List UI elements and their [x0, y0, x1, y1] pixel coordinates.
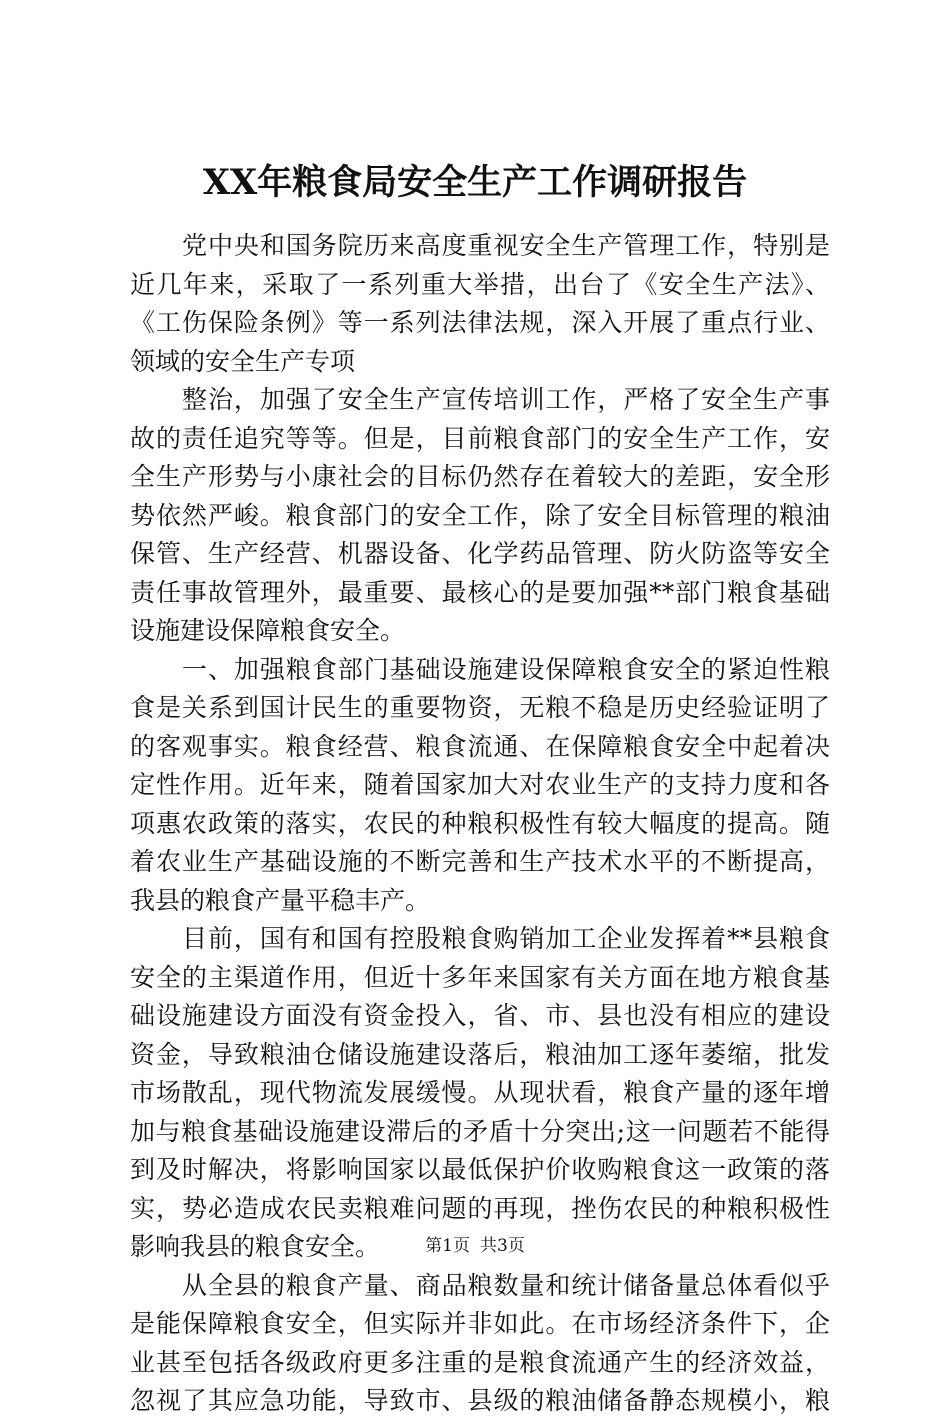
text-line: 影响我县的粮食安全。	[130, 1232, 381, 1261]
page-footer	[0, 1234, 950, 1258]
text-line: 设施建设保障粮食安全。	[130, 616, 406, 645]
text-line: 全生产形势与小康社会的目标仍然存在着较大的差距，安全形	[130, 462, 830, 491]
text-line: 《工伤保险条例》等一系列法律法规，深入开展了重点行业、	[130, 308, 830, 337]
text-line: 安全的主渠道作用，但近十多年来国家有关方面在地方粮食基	[130, 962, 830, 992]
page-total: 共3页	[480, 1236, 525, 1256]
text-line: 是能保障粮食安全，但实际并非如此。在市场经济条件下，企	[130, 1309, 830, 1338]
text-line: 着农业生产基础设施的不断完善和生产技术水平的不断提高，	[130, 847, 830, 876]
text-line: 党中央和国务院历来高度重视安全生产管理工作，特别是	[182, 231, 830, 260]
text-line: 一、加强粮食部门基础设施建设保障粮食安全的紧迫性粮	[182, 654, 830, 684]
text-line: 的客观事实。粮食经营、粮食流通、在保障粮食安全中起着决	[130, 731, 830, 761]
text-line: 定性作用。近年来，随着国家加大对农业生产的支持力度和各	[130, 770, 830, 799]
text-line: 实，势必造成农民卖粮难问题的再现，挫伤农民的种粮积极性	[130, 1193, 830, 1223]
text-line: 我县的粮食产量平稳丰产。	[130, 885, 431, 915]
text-line: 保管、生产经营、机器设备、化学药品管理、防火防盗等安全	[130, 539, 830, 568]
text-line: 项惠农政策的落实，农民的种粮积极性有较大幅度的提高。随	[130, 808, 830, 838]
text-line: 从全县的粮食产量、商品粮数量和统计储备量总体看似乎	[182, 1270, 830, 1300]
text-line: 责任事故管理外，最重要、最核心的是要加强**部门粮食基础	[130, 577, 830, 607]
text-line: 食是关系到国计民生的重要物资，无粮不稳是历史经验证明了	[130, 693, 830, 722]
text-line: 忽视了其应急功能，导致市、县级的粮油储备静态规模小，粮	[130, 1386, 830, 1415]
text-line: 近几年来，采取了一系列重大举措，出台了《安全生产法》、	[130, 269, 830, 299]
text-line: 势依然严峻。粮食部门的安全工作，除了安全目标管理的粮油	[130, 500, 830, 530]
text-line: 到及时解决，将影响国家以最低保护价收购粮食这一政策的落	[130, 1155, 830, 1184]
text-line: 故的责任追究等等。但是，目前粮食部门的安全生产工作，安	[130, 423, 830, 453]
text-line: 资金，导致粮油仓储设施建设落后，粮油加工逐年萎缩，批发	[130, 1039, 830, 1069]
text-line: 加与粮食基础设施建设滞后的矛盾十分突出;这一问题若不能得	[130, 1116, 830, 1146]
document-title: XX年粮食局安全生产工作调研报告	[202, 162, 748, 203]
text-line: 领域的安全生产专项	[130, 346, 356, 376]
text-line: 整治，加强了安全生产宣传培训工作，严格了安全生产事	[182, 385, 830, 414]
text-line: 目前，国有和国有控股粮食购销加工企业发挥着**县粮食	[182, 924, 830, 953]
text-line: 市场散乱，现代物流发展缓慢。从现状看，粮食产量的逐年增	[130, 1078, 830, 1107]
page-number: 第1页	[425, 1236, 470, 1256]
text-line: 业甚至包括各级政府更多注重的是粮食流通产生的经济效益，	[130, 1347, 830, 1377]
text-line: 础设施建设方面没有资金投入，省、市、县也没有相应的建设	[130, 1001, 830, 1030]
